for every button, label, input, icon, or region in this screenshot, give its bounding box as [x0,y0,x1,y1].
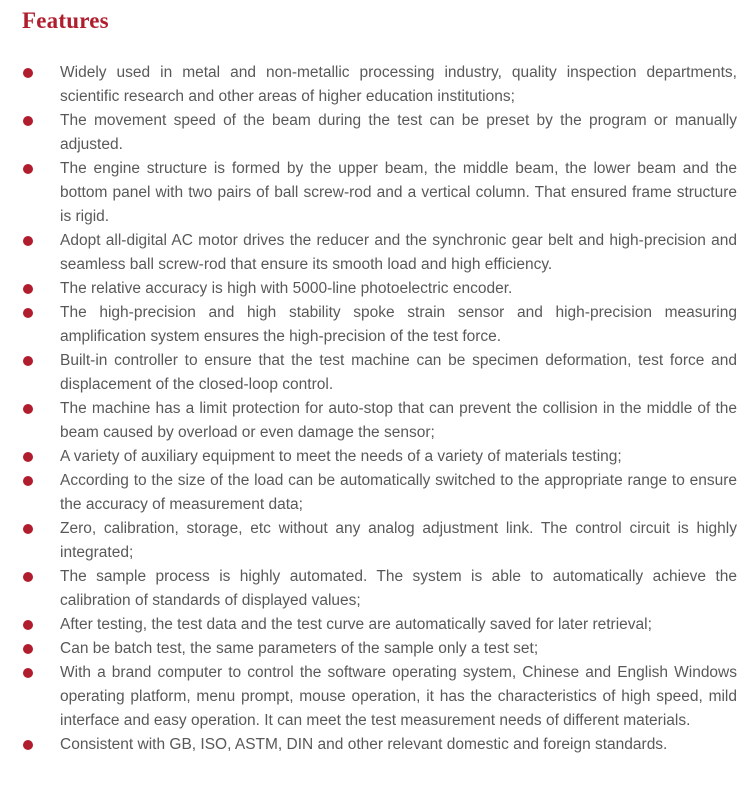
list-item [22,229,737,277]
feature-text: Can be batch test, the same parameters of the sample only a test set; [60,640,539,657]
list-item [22,517,737,565]
bullet-icon [23,644,33,654]
feature-text: With a brand computer to control the software operating system, Chinese and English Windows operating platform, menu prompt, mouse operation, it has the characteristics of high speed, mild interface and easy operation. It can meet the test measurement needs of different materials. [60,664,737,729]
feature-text: The high-precision and high stability spoke strain sensor and high-precision measuring amplification system ensures the high-precision of the test force. [60,304,737,345]
bullet-icon [23,572,33,582]
feature-text: After testing, the test data and the test curve are automatically saved for later retrieval; [60,616,652,633]
feature-text: The relative accuracy is high with 5000-line photoelectric encoder. [60,280,513,297]
feature-text: The engine structure is formed by the upper beam, the middle beam, the lower beam and the bottom panel with two pairs of ball screw-rod and a vertical column. That ensured frame structure is rigid. [60,160,737,225]
page-title: Features [22,8,109,33]
feature-text: Adopt all-digital AC motor drives the reducer and the synchronic gear belt and high-precision and seamless ball screw-rod that ensure its smooth load and high efficiency. [60,232,737,273]
features-list [0,61,750,757]
bullet-icon [23,668,33,678]
feature-text: Consistent with GB, ISO, ASTM, DIN and other relevant domestic and foreign standards. [60,736,668,753]
bullet-icon [23,452,33,462]
bullet-icon [23,68,33,78]
bullet-icon [23,284,33,294]
bullet-icon [23,740,33,750]
feature-text: Zero, calibration, storage, etc without any analog adjustment link. The control circuit is highly integrated; [60,520,737,561]
list-item [22,445,737,469]
feature-text: Built-in controller to ensure that the test machine can be specimen deformation, test force and displacement of the closed-loop control. [60,352,737,393]
list-item [22,349,737,397]
feature-text: According to the size of the load can be automatically switched to the appropriate range to ensure the accuracy of measurement data; [60,472,737,513]
feature-text: The movement speed of the beam during the test can be preset by the program or manually adjusted. [60,112,737,153]
list-item [22,469,737,517]
bullet-icon [23,236,33,246]
bullet-icon [23,476,33,486]
list-item [22,277,737,301]
list-item [22,301,737,349]
bullet-icon [23,164,33,174]
list-item [22,733,737,757]
bullet-icon [23,116,33,126]
list-item [22,109,737,157]
feature-text: The sample process is highly automated. The system is able to automatically achieve the calibration of standards of displayed values; [60,568,737,609]
bullet-icon [23,308,33,318]
bullet-icon [23,356,33,366]
list-item [22,397,737,445]
list-item [22,565,737,613]
bullet-icon [23,404,33,414]
feature-text: The machine has a limit protection for auto-stop that can prevent the collision in the middle of the beam caused by overload or even damage the sensor; [60,400,737,441]
list-item [22,61,737,109]
feature-text: Widely used in metal and non-metallic processing industry, quality inspection departments, scientific research and other areas of higher education institutions; [60,64,737,105]
list-item [22,637,737,661]
list-item [22,661,737,733]
list-item [22,157,737,229]
bullet-icon [23,620,33,630]
list-item [22,613,737,637]
bullet-icon [23,524,33,534]
feature-text: A variety of auxiliary equipment to meet the needs of a variety of materials testing; [60,448,622,465]
